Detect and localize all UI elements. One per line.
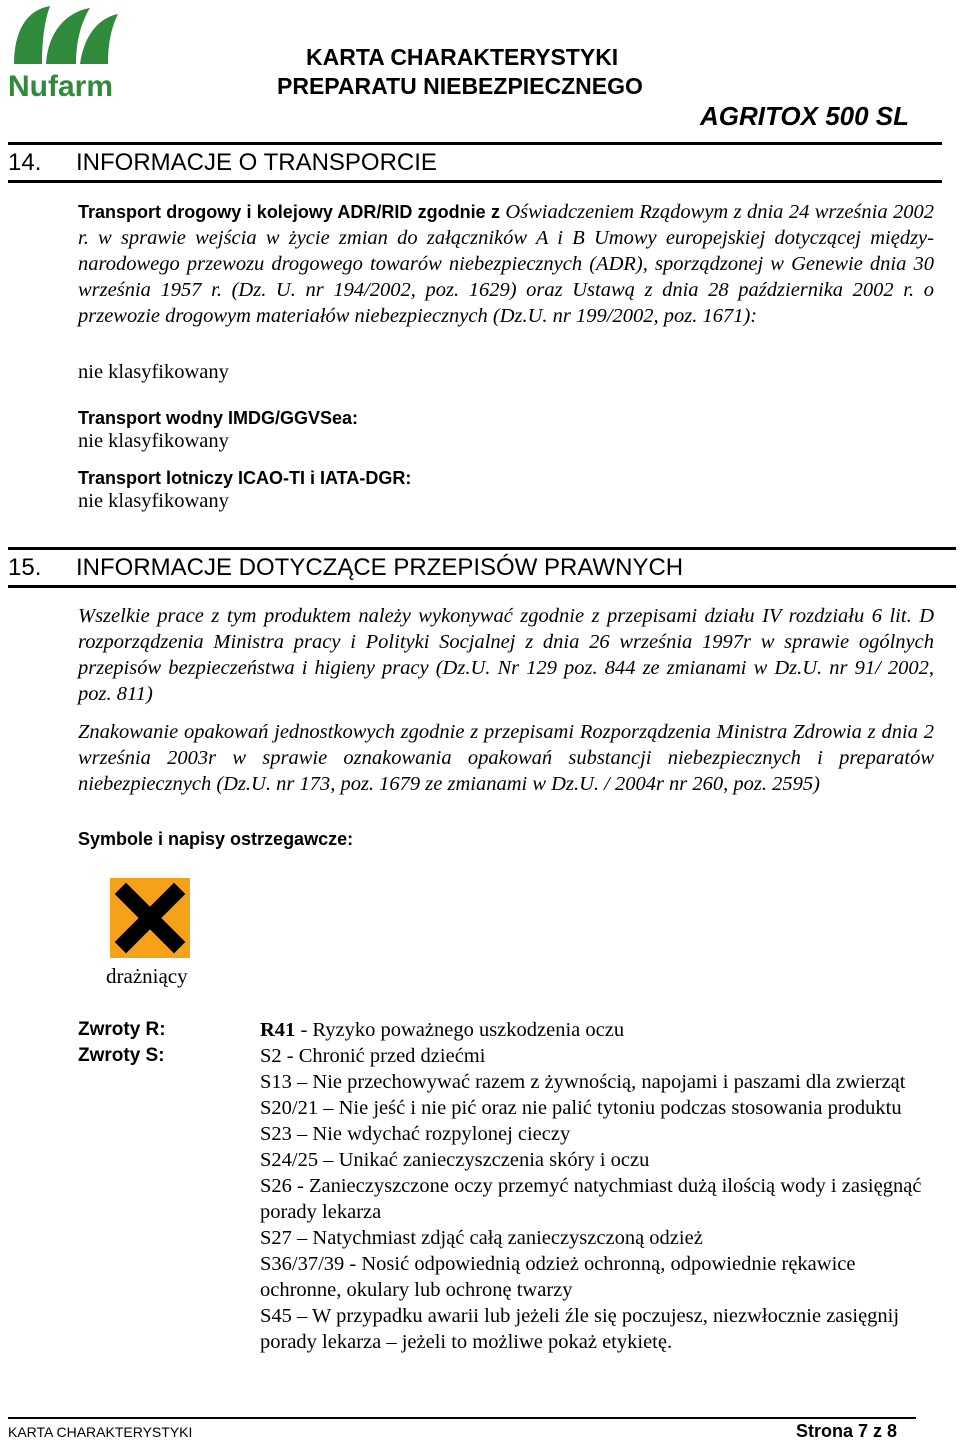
section-15-rule <box>8 585 956 588</box>
section-15-title: INFORMACJE DOTYCZĄCE PRZEPISÓW PRAWNYCH <box>76 554 684 581</box>
section-15-number: 15. <box>8 554 42 581</box>
road-transport-label: Transport drogowy i kolejowy ADR/RID zgodnie z <box>78 202 500 222</box>
regulation-paragraph-2: Znakowanie opakowań jednostkowych zgodnie z przepisami Rozporządzenia Ministra Zdrowia z dnia 2 września 2003r w sprawie oznakowania opakowań substancji niebezpiecznych i preparatów niebezpiecznych (Dz.U. nr 173, poz. 1679 ze zmianami w Dz.U. / 2004r nr 260, poz. 2595) <box>78 721 934 795</box>
air-transport-value: nie klasyfikowany <box>78 490 229 512</box>
header-title-line2: PREPARATU NIEBEZPIECZNEGO <box>277 73 643 99</box>
s-phrase: S2 - Chronić przed dziećmi <box>260 1045 486 1067</box>
section-14-number: 14. <box>8 149 42 176</box>
air-transport-label: Transport lotniczy ICAO-TI i IATA-DGR: <box>78 468 412 488</box>
irritant-hazard-icon <box>110 878 190 958</box>
logo-text: Nufarm <box>8 70 114 102</box>
road-transport-text: Oświadczeniem Rządowym z dnia 24 września 2002 r. w sprawie wejścia w życie zmian do załączników A i B Umowy europejskiej dotyczącej między-narodowego przewozu drogowego towarów niebezpiecznych (ADR), sporządzonej w Genewie dnia 30 września 1957 r. (Dz. U. nr 194/2002, poz. 1629) oraz Ustawą z dnia 28 października 2002 r. o przewozie drogowym materiałów niebezpiecznych (Dz.U. nr 199/2002, poz. 1671): <box>78 201 934 327</box>
s-phrase: S36/37/39 - Nosić odpowiednią odzież ochronną, odpowiednie rękawice ochronne, okulary lub ochronę twarzy <box>260 1253 856 1301</box>
s-phrase: S27 – Natychmiast zdjąć całą zanieczyszczoną odzież <box>260 1227 703 1249</box>
phrases-list <box>260 1017 940 1355</box>
section-14-title: INFORMACJE O TRANSPORCIE <box>76 149 437 176</box>
road-transport-value: nie klasyfikowany <box>78 361 229 383</box>
road-transport-paragraph <box>78 199 934 329</box>
header-rule <box>8 142 942 145</box>
s-phrase: S45 – W przypadku awarii lub jeżeli źle się poczujesz, niezwłocznie zasięgnij porady lekarza – jeżeli to możliwe pokaż etykietę. <box>260 1305 900 1353</box>
page-number: Strona 7 z 8 <box>796 1421 898 1441</box>
header-title-line1: KARTA CHARAKTERYSTYKI <box>306 44 619 70</box>
product-name: AGRITOX 500 SL <box>700 101 910 131</box>
r-phrase <box>260 1017 940 1043</box>
s-phrase: S20/21 – Nie jeść i nie pić oraz nie palić tytoniu podczas stosowania produktu <box>260 1097 902 1119</box>
section-15-rule-top <box>8 547 956 550</box>
s-phrases-label: Zwroty S: <box>78 1045 165 1066</box>
footer-rule <box>8 1417 916 1419</box>
s-phrase: S23 – Nie wdychać rozpylonej cieczy <box>260 1123 571 1145</box>
r-phrases-label: Zwroty R: <box>78 1019 166 1040</box>
regulation-paragraph-1: Wszelkie prace z tym produktem należy wykonywać zgodnie z przepisami działu IV rozdziału 6 lit. D rozporządzenia Ministra pracy i Polityki Socjalnej z dnia 26 września 1997r w sprawie ogólnych przepisów bezpieczeństwa i higieny pracy (Dz.U. Nr 129 poz. 844 ze zmianami w Dz.U. nr 91/ 2002, poz. 811) <box>78 605 934 705</box>
footer-left: KARTA CHARAKTERYSTYKI <box>8 1424 193 1440</box>
water-transport-value: nie klasyfikowany <box>78 430 229 452</box>
s-phrase: S24/25 – Unikać zanieczyszczenia skóry i oczu <box>260 1149 650 1171</box>
r-phrase-code: R41 <box>260 1019 296 1041</box>
section-14-rule <box>8 180 942 183</box>
water-transport-label: Transport wodny IMDG/GGVSea: <box>78 408 359 428</box>
rs-labels <box>78 1017 166 1069</box>
hazard-label: drażniący <box>106 964 188 988</box>
r-phrase-text: - Ryzyko poważnego uszkodzenia oczu <box>295 1019 625 1041</box>
s-phrase: S13 – Nie przechowywać razem z żywnością, napojami i paszami dla zwierząt <box>260 1071 906 1093</box>
symbols-label: Symbole i napisy ostrzegawcze: <box>78 829 354 849</box>
nufarm-logo <box>6 2 126 102</box>
s-phrase: S26 - Zanieczyszczone oczy przemyć natychmiast dużą ilością wody i zasięgnąć porady lekarza <box>260 1175 922 1223</box>
